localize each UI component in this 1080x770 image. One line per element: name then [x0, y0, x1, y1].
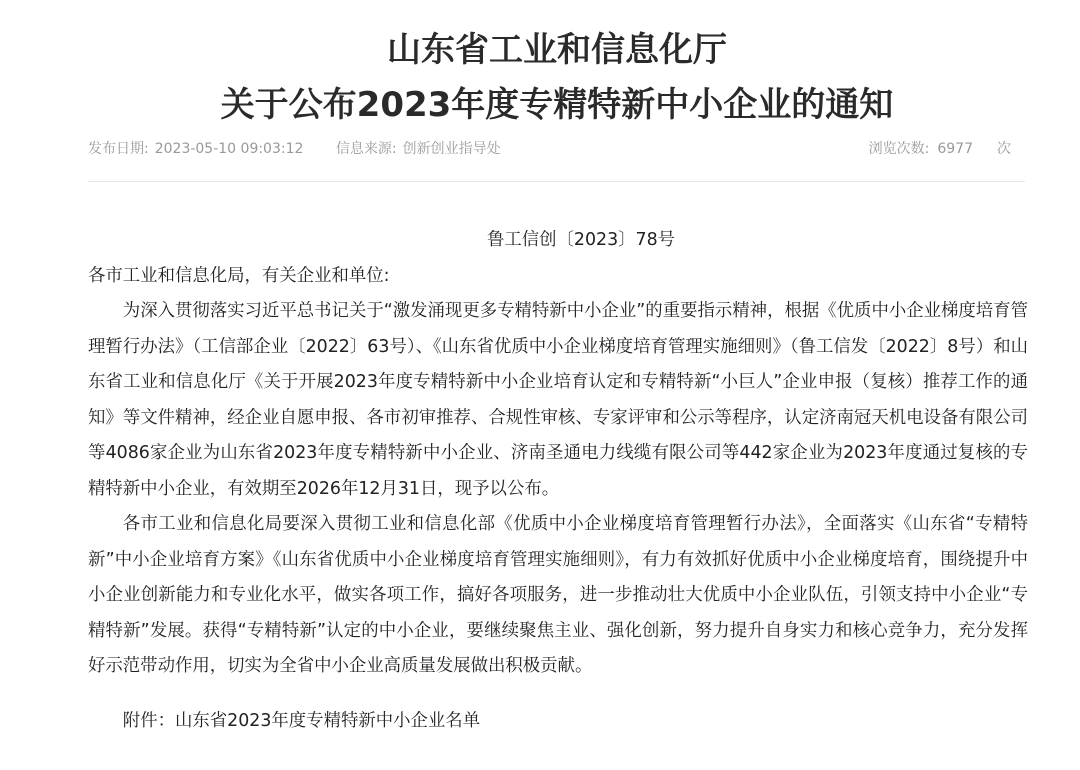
article-meta [88, 138, 1025, 160]
article-title-line1: 山东省工业和信息化厅 [387, 30, 727, 70]
publish-date: 2023-05-10 09:03:12 [154, 141, 304, 157]
views-count: 6977 [937, 141, 973, 157]
article-body [88, 223, 1028, 739]
salutation: 各市工业和信息化局，有关企业和单位: [88, 265, 390, 286]
article-meta-right [869, 138, 1011, 158]
body-paragraph: 各市工业和信息化局要深入贯彻工业和信息化部《优质中小企业梯度培育管理暂行办法》，全面落实《山东省“专精特新”中小企业培育方案》《山东省优质中小企业梯度培育管理实施细则》，有力有效抓好优质中小企业梯度培育，围绕提升中小企业创新能力和专业化水平，做实各项工作，搞好各项服务，进一步推动壮大优质中小企业队伍，引领支持中小企业“专精特新”发展。获得“专精特新”认定的中小企业，要继续聚焦主业、强化创新，努力提升自身实力和核心竞争力，充分发挥好示范带动作用，切实为全省中小企业高质量发展做出积极贡献。 [88, 514, 1028, 676]
source: 创新创业指导处 [402, 141, 501, 157]
views-unit: 次 [997, 141, 1011, 157]
meta-divider [88, 181, 1025, 182]
views-label: 浏览次数: [868, 141, 930, 157]
source-label: 信息来源: [335, 141, 397, 157]
body-paragraph: 为深入贯彻落实习近平总书记关于“激发涌现更多专精特新中小企业”的重要指示精神，根据《优质中小企业梯度培育管理暂行办法》（工信部企业〔2022〕63号）、《山东省优质中小企业梯度培育管理实施细则》（鲁工信发〔2022〕8号）和山东省工业和信息化厅《关于开展2023年度专精特新中小企业培育认定和专精特新“小巨人”企业申报（复核）推荐工作的通知》等文件精神，经企业自愿申报、各市初审推荐、合规性审核、专家评审和公示等程序，认定济南冠天机电设备有限公司等4086家企业为山东省2023年度专精特新中小企业、济南圣通电力线缆有限公司等442家企业为2023年度通过复核的专精特新中小企业，有效期至2026年12月31日，现予以公布。 [88, 301, 1028, 499]
article-title-line2: 关于公布2023年度专精特新中小企业的通知 [220, 85, 894, 125]
article-meta-left [88, 138, 507, 158]
attachment-note: 附件：山东省2023年度专精特新中小企业名单 [122, 710, 481, 731]
document-number: 鲁工信创〔2023〕78号 [486, 230, 676, 250]
publish-date-label: 发布日期: [88, 141, 149, 157]
